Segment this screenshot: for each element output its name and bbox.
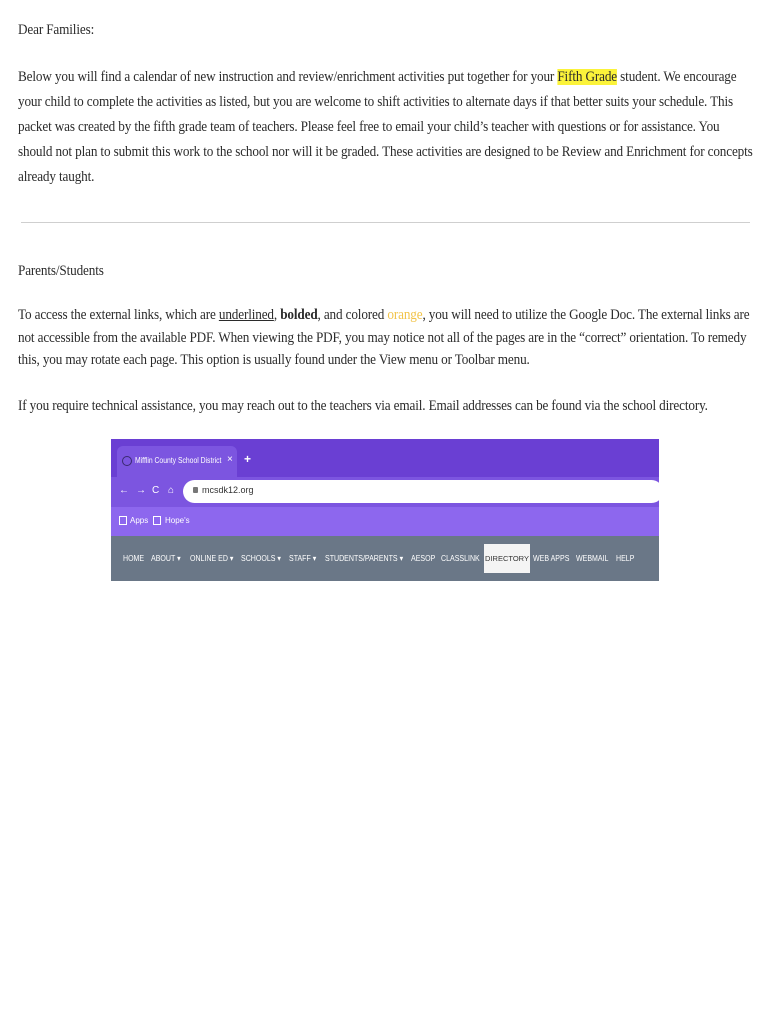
links-text-1: To access the external links, which are [18,307,219,323]
menu-aesop[interactable]: AESOP [411,554,436,563]
home-icon[interactable]: ⌂ [168,485,175,496]
reload-icon[interactable]: C [152,485,160,496]
address-bar[interactable] [183,480,659,503]
menu-web-apps[interactable]: WEB APPS [533,554,570,563]
menu-help[interactable]: HELP [616,554,635,563]
site-menu-bar [111,536,659,581]
new-tab-icon[interactable]: + [244,452,252,466]
menu-about[interactable]: ABOUT ▾ [151,554,181,563]
bookmark-apps[interactable]: Apps [130,516,149,525]
bolded-word: bolded [280,307,318,323]
section-divider [21,222,750,223]
menu-schools[interactable]: SCHOOLS ▾ [241,554,281,563]
links-comma: , [273,307,281,323]
assistance-paragraph: If you require technical assistance, you may reach out to the teachers via email. Email addresses can be found via the school directory. [18,398,708,414]
bookmarks-bar [111,507,659,536]
lock-icon [193,487,198,493]
menu-home[interactable]: HOME [123,554,145,563]
orange-word: orange [387,307,423,323]
links-text-3: , you will need to utilize the Google Doc. The external links are not accessible from the available PDF. When viewing the PDF, you may notice not all of the pages are in the “correct” orientation. To remedy this, you may rotate each page. This option is usually found under the View menu or Toolbar menu. [18,307,750,368]
bookmark-page-icon [153,516,161,525]
favicon-icon [122,456,132,466]
apps-grid-icon [119,516,127,525]
menu-classlink[interactable]: CLASSLINK [441,554,480,563]
underlined-word: underlined [218,307,274,323]
browser-tab-bar [111,439,659,477]
back-icon[interactable]: ← [119,485,129,496]
links-paragraph [18,304,753,372]
intro-paragraph [18,65,753,190]
browser-tab[interactable] [117,446,237,477]
forward-icon[interactable]: → [136,485,146,496]
browser-nav-bar [111,477,659,507]
menu-directory[interactable]: DIRECTORY [484,544,530,573]
url-text: mcsdk12.org [202,485,254,495]
intro-text-end: student. We encourage your child to complete the activities as listed, but you are welcome to shift activities to alternate days if that better suits your schedule. This packet was created by the fifth grade team of teachers. Please feel free to email your child’s teacher with questions or for assistance. You should not plan to submit this work to the school nor will it be graded. These activities are designed to be Review and Enrichment for concepts already taught. [18,69,753,185]
menu-staff[interactable]: STAFF ▾ [289,554,317,563]
section-heading: Parents/Students [18,263,104,279]
links-text-2: , and colored [317,307,388,323]
intro-text-start: Below you will find a calendar of new instruction and review/enrichment activities put together for your [18,69,558,85]
menu-webmail[interactable]: WEBMAIL [576,554,609,563]
bookmark-hopes[interactable]: Hope's [165,516,190,525]
grade-highlight: Fifth Grade [557,69,618,85]
menu-students-parents[interactable]: STUDENTS/PARENTS ▾ [325,554,404,563]
greeting: Dear Families: [18,22,95,38]
browser-screenshot [111,439,659,581]
tab-title: Mifflin County School District [135,456,222,465]
menu-online-ed[interactable]: ONLINE ED ▾ [190,554,234,563]
close-tab-icon[interactable]: × [227,454,233,465]
